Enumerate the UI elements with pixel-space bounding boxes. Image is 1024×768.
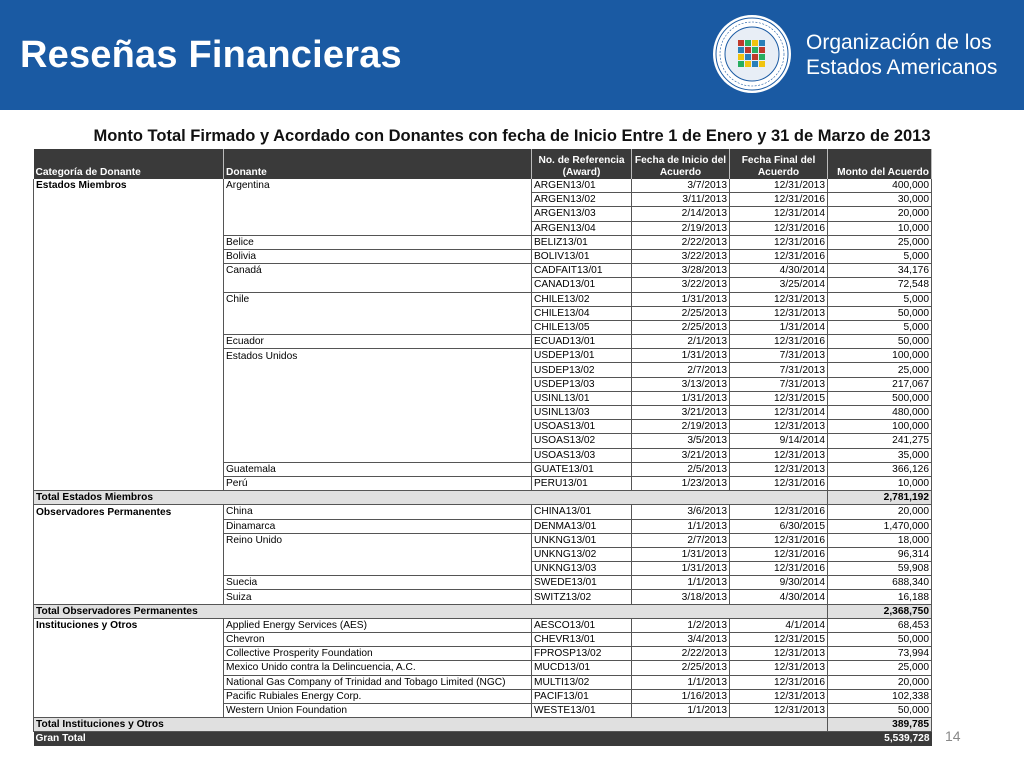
reference-cell: USINL13/03 <box>532 406 632 420</box>
end-date-cell: 12/31/2016 <box>730 335 828 349</box>
end-date-cell: 7/31/2013 <box>730 363 828 377</box>
table-row <box>34 462 932 476</box>
amount-cell: 73,994 <box>828 647 932 661</box>
donor-cell <box>224 320 532 334</box>
table-row <box>34 207 932 221</box>
table-row <box>34 689 932 703</box>
donor-cell: Pacific Rubiales Energy Corp. <box>224 689 532 703</box>
start-date-cell: 1/1/2013 <box>632 519 730 533</box>
category-cell: Estados Miembros <box>34 179 224 193</box>
reference-cell: DENMA13/01 <box>532 519 632 533</box>
reference-cell: AESCO13/01 <box>532 618 632 632</box>
donor-cell: Western Union Foundation <box>224 703 532 717</box>
amount-cell: 1,470,000 <box>828 519 932 533</box>
donor-cell <box>224 306 532 320</box>
amount-cell: 5,000 <box>828 249 932 263</box>
reference-cell: ARGEN13/01 <box>532 179 632 193</box>
end-date-cell: 12/31/2013 <box>730 661 828 675</box>
donor-cell: Argentina <box>224 179 532 193</box>
category-cell <box>34 391 224 405</box>
category-cell <box>34 547 224 561</box>
start-date-cell: 3/6/2013 <box>632 505 730 519</box>
table-row <box>34 533 932 547</box>
start-date-cell: 2/19/2013 <box>632 221 730 235</box>
end-date-cell: 12/31/2016 <box>730 476 828 490</box>
end-date-cell: 7/31/2013 <box>730 377 828 391</box>
table-row <box>34 519 932 533</box>
table-row <box>34 349 932 363</box>
amount-cell: 480,000 <box>828 406 932 420</box>
grand-total-label: Gran Total <box>34 732 828 746</box>
amount-cell: 217,067 <box>828 377 932 391</box>
start-date-cell: 3/22/2013 <box>632 278 730 292</box>
reference-cell: MUCD13/01 <box>532 661 632 675</box>
category-cell <box>34 193 224 207</box>
donor-cell <box>224 420 532 434</box>
category-cell <box>34 647 224 661</box>
table-row <box>34 335 932 349</box>
amount-cell: 50,000 <box>828 306 932 320</box>
start-date-cell: 2/1/2013 <box>632 335 730 349</box>
table-row <box>34 278 932 292</box>
start-date-cell: 3/13/2013 <box>632 377 730 391</box>
category-cell <box>34 249 224 263</box>
category-cell <box>34 264 224 278</box>
table-row <box>34 320 932 334</box>
header-banner <box>0 0 1024 110</box>
org-name <box>806 30 997 80</box>
category-cell <box>34 207 224 221</box>
table-row <box>34 633 932 647</box>
reference-cell: BOLIV13/01 <box>532 249 632 263</box>
amount-cell: 16,188 <box>828 590 932 604</box>
amount-cell: 59,908 <box>828 562 932 576</box>
table-row <box>34 193 932 207</box>
end-date-cell: 6/30/2015 <box>730 519 828 533</box>
category-cell <box>34 434 224 448</box>
start-date-cell: 1/1/2013 <box>632 576 730 590</box>
end-date-cell: 12/31/2016 <box>730 562 828 576</box>
table-row <box>34 363 932 377</box>
table-row <box>34 675 932 689</box>
start-date-cell: 3/21/2013 <box>632 448 730 462</box>
amount-cell: 50,000 <box>828 703 932 717</box>
start-date-cell: 3/28/2013 <box>632 264 730 278</box>
oas-seal-icon <box>712 14 792 94</box>
reference-cell: ECUAD13/01 <box>532 335 632 349</box>
start-date-cell: 2/25/2013 <box>632 306 730 320</box>
category-cell <box>34 576 224 590</box>
reference-cell: BELIZ13/01 <box>532 235 632 249</box>
start-date-cell: 3/11/2013 <box>632 193 730 207</box>
subtotal-value: 2,368,750 <box>828 604 932 618</box>
subtotal-label: Total Instituciones y Otros <box>34 718 828 732</box>
table-row <box>34 661 932 675</box>
col-header-reference: No. de Referencia (Award) <box>532 149 632 179</box>
category-cell <box>34 448 224 462</box>
end-date-cell: 12/31/2015 <box>730 391 828 405</box>
table-row <box>34 590 932 604</box>
table-row <box>34 562 932 576</box>
start-date-cell: 3/4/2013 <box>632 633 730 647</box>
start-date-cell: 2/25/2013 <box>632 320 730 334</box>
start-date-cell: 2/7/2013 <box>632 533 730 547</box>
reference-cell: SWEDE13/01 <box>532 576 632 590</box>
end-date-cell: 4/30/2014 <box>730 264 828 278</box>
reference-cell: GUATE13/01 <box>532 462 632 476</box>
category-cell <box>34 590 224 604</box>
amount-cell: 72,548 <box>828 278 932 292</box>
reference-cell: USDEP13/01 <box>532 349 632 363</box>
end-date-cell: 12/31/2013 <box>730 448 828 462</box>
start-date-cell: 3/5/2013 <box>632 434 730 448</box>
start-date-cell: 1/2/2013 <box>632 618 730 632</box>
end-date-cell: 12/31/2016 <box>730 249 828 263</box>
end-date-cell: 12/31/2016 <box>730 505 828 519</box>
table-header-row <box>34 149 932 179</box>
amount-cell: 400,000 <box>828 179 932 193</box>
table-row <box>34 647 932 661</box>
amount-cell: 100,000 <box>828 420 932 434</box>
reference-cell: WESTE13/01 <box>532 703 632 717</box>
category-cell <box>34 661 224 675</box>
category-cell <box>34 633 224 647</box>
col-header-start-date: Fecha de Inicio del Acuerdo <box>632 149 730 179</box>
donor-cell: Chevron <box>224 633 532 647</box>
start-date-cell: 3/7/2013 <box>632 179 730 193</box>
reference-cell: USOAS13/02 <box>532 434 632 448</box>
end-date-cell: 12/31/2016 <box>730 675 828 689</box>
start-date-cell: 1/23/2013 <box>632 476 730 490</box>
amount-cell: 20,000 <box>828 505 932 519</box>
end-date-cell: 12/31/2013 <box>730 689 828 703</box>
end-date-cell: 12/31/2014 <box>730 406 828 420</box>
table-row <box>34 547 932 561</box>
amount-cell: 102,338 <box>828 689 932 703</box>
start-date-cell: 1/31/2013 <box>632 391 730 405</box>
category-cell <box>34 320 224 334</box>
end-date-cell: 9/30/2014 <box>730 576 828 590</box>
end-date-cell: 3/25/2014 <box>730 278 828 292</box>
reference-cell: USOAS13/01 <box>532 420 632 434</box>
grand-total-row <box>34 732 932 746</box>
donor-cell <box>224 406 532 420</box>
donor-table <box>33 149 932 746</box>
donor-cell <box>224 448 532 462</box>
start-date-cell: 2/22/2013 <box>632 647 730 661</box>
reference-cell: USOAS13/03 <box>532 448 632 462</box>
start-date-cell: 1/31/2013 <box>632 292 730 306</box>
category-cell <box>34 420 224 434</box>
amount-cell: 96,314 <box>828 547 932 561</box>
category-cell <box>34 292 224 306</box>
end-date-cell: 12/31/2016 <box>730 235 828 249</box>
end-date-cell: 12/31/2016 <box>730 547 828 561</box>
table-row <box>34 703 932 717</box>
category-cell <box>34 306 224 320</box>
subtotal-value: 2,781,192 <box>828 491 932 505</box>
amount-cell: 35,000 <box>828 448 932 462</box>
page-title: Reseñas Financieras <box>20 34 402 76</box>
reference-cell: USINL13/01 <box>532 391 632 405</box>
amount-cell: 25,000 <box>828 363 932 377</box>
donor-cell <box>224 193 532 207</box>
amount-cell: 25,000 <box>828 661 932 675</box>
subtotal-row <box>34 604 932 618</box>
start-date-cell: 2/14/2013 <box>632 207 730 221</box>
amount-cell: 500,000 <box>828 391 932 405</box>
donor-cell: Reino Unido <box>224 533 532 547</box>
amount-cell: 50,000 <box>828 633 932 647</box>
end-date-cell: 4/1/2014 <box>730 618 828 632</box>
table-row <box>34 476 932 490</box>
end-date-cell: 12/31/2013 <box>730 703 828 717</box>
category-cell <box>34 519 224 533</box>
donor-cell: Estados Unidos <box>224 349 532 363</box>
reference-cell: CANAD13/01 <box>532 278 632 292</box>
amount-cell: 10,000 <box>828 221 932 235</box>
amount-cell: 5,000 <box>828 320 932 334</box>
reference-cell: CHINA13/01 <box>532 505 632 519</box>
table-row <box>34 576 932 590</box>
category-cell <box>34 562 224 576</box>
col-header-end-date: Fecha Final del Acuerdo <box>730 149 828 179</box>
amount-cell: 34,176 <box>828 264 932 278</box>
donor-cell: Suecia <box>224 576 532 590</box>
donor-cell: Mexico Unido contra la Delincuencia, A.C. <box>224 661 532 675</box>
end-date-cell: 12/31/2013 <box>730 306 828 320</box>
amount-cell: 20,000 <box>828 207 932 221</box>
donor-cell <box>224 377 532 391</box>
category-cell <box>34 406 224 420</box>
subtotal-label: Total Observadores Permanentes <box>34 604 828 618</box>
amount-cell: 20,000 <box>828 675 932 689</box>
end-date-cell: 12/31/2013 <box>730 647 828 661</box>
table-row <box>34 618 932 632</box>
end-date-cell: 7/31/2013 <box>730 349 828 363</box>
end-date-cell: 12/31/2013 <box>730 292 828 306</box>
reference-cell: MULTI13/02 <box>532 675 632 689</box>
reference-cell: CHILE13/05 <box>532 320 632 334</box>
table-row <box>34 249 932 263</box>
amount-cell: 68,453 <box>828 618 932 632</box>
reference-cell: PERU13/01 <box>532 476 632 490</box>
donor-cell <box>224 434 532 448</box>
donor-cell <box>224 278 532 292</box>
end-date-cell: 12/31/2016 <box>730 193 828 207</box>
reference-cell: UNKNG13/03 <box>532 562 632 576</box>
category-cell: Instituciones y Otros <box>34 618 224 632</box>
org-name-line2: Estados Americanos <box>806 56 998 79</box>
reference-cell: ARGEN13/04 <box>532 221 632 235</box>
amount-cell: 366,126 <box>828 462 932 476</box>
reference-cell: UNKNG13/02 <box>532 547 632 561</box>
start-date-cell: 2/22/2013 <box>632 235 730 249</box>
amount-cell: 50,000 <box>828 335 932 349</box>
end-date-cell: 12/31/2013 <box>730 462 828 476</box>
col-header-amount: Monto del Acuerdo <box>828 149 932 179</box>
category-cell <box>34 462 224 476</box>
table-row <box>34 377 932 391</box>
end-date-cell: 12/31/2015 <box>730 633 828 647</box>
start-date-cell: 1/1/2013 <box>632 703 730 717</box>
category-cell <box>34 377 224 391</box>
table-row <box>34 420 932 434</box>
reference-cell: CADFAIT13/01 <box>532 264 632 278</box>
amount-cell: 241,275 <box>828 434 932 448</box>
start-date-cell: 2/5/2013 <box>632 462 730 476</box>
donor-cell: Ecuador <box>224 335 532 349</box>
table-row <box>34 264 932 278</box>
donor-cell: Perú <box>224 476 532 490</box>
end-date-cell: 1/31/2014 <box>730 320 828 334</box>
table-row <box>34 505 932 519</box>
amount-cell: 100,000 <box>828 349 932 363</box>
donor-cell: Collective Prosperity Foundation <box>224 647 532 661</box>
donor-cell: Guatemala <box>224 462 532 476</box>
start-date-cell: 1/1/2013 <box>632 675 730 689</box>
reference-cell: PACIF13/01 <box>532 689 632 703</box>
donor-cell: China <box>224 505 532 519</box>
table-row <box>34 434 932 448</box>
category-cell <box>34 476 224 490</box>
col-header-donor: Donante <box>224 149 532 179</box>
reference-cell: CHEVR13/01 <box>532 633 632 647</box>
donor-cell: Belice <box>224 235 532 249</box>
donor-cell: Bolivia <box>224 249 532 263</box>
reference-cell: CHILE13/04 <box>532 306 632 320</box>
start-date-cell: 1/16/2013 <box>632 689 730 703</box>
reference-cell: USDEP13/02 <box>532 363 632 377</box>
category-cell <box>34 675 224 689</box>
donor-cell <box>224 562 532 576</box>
amount-cell: 18,000 <box>828 533 932 547</box>
start-date-cell: 2/25/2013 <box>632 661 730 675</box>
col-header-category: Categoría de Donante <box>34 149 224 179</box>
amount-cell: 25,000 <box>828 235 932 249</box>
end-date-cell: 12/31/2016 <box>730 533 828 547</box>
category-cell <box>34 221 224 235</box>
category-cell <box>34 363 224 377</box>
table-row <box>34 292 932 306</box>
end-date-cell: 4/30/2014 <box>730 590 828 604</box>
category-cell <box>34 278 224 292</box>
start-date-cell: 1/31/2013 <box>632 547 730 561</box>
category-cell <box>34 689 224 703</box>
start-date-cell: 2/7/2013 <box>632 363 730 377</box>
donor-cell <box>224 363 532 377</box>
table-row <box>34 406 932 420</box>
reference-cell: ARGEN13/02 <box>532 193 632 207</box>
subtotal-value: 389,785 <box>828 718 932 732</box>
donor-cell: Suiza <box>224 590 532 604</box>
end-date-cell: 12/31/2013 <box>730 420 828 434</box>
amount-cell: 5,000 <box>828 292 932 306</box>
table-row <box>34 221 932 235</box>
table-row <box>34 179 932 193</box>
amount-cell: 688,340 <box>828 576 932 590</box>
donor-cell: National Gas Company of Trinidad and Tobago Limited (NGC) <box>224 675 532 689</box>
donor-cell <box>224 207 532 221</box>
start-date-cell: 2/19/2013 <box>632 420 730 434</box>
table-row <box>34 235 932 249</box>
category-cell: Observadores Permanentes <box>34 505 224 519</box>
start-date-cell: 1/31/2013 <box>632 349 730 363</box>
subtotal-row <box>34 718 932 732</box>
end-date-cell: 12/31/2016 <box>730 221 828 235</box>
org-name-line1: Organización de los <box>806 31 992 54</box>
reference-cell: FPROSP13/02 <box>532 647 632 661</box>
donor-cell: Chile <box>224 292 532 306</box>
donor-cell <box>224 391 532 405</box>
donor-cell <box>224 547 532 561</box>
table-subtitle: Monto Total Firmado y Acordado con Donantes con fecha de Inicio Entre 1 de Enero y 31 de Marzo de 2013 <box>93 127 931 145</box>
category-cell <box>34 335 224 349</box>
donor-cell: Dinamarca <box>224 519 532 533</box>
subtotal-label: Total Estados Miembros <box>34 491 828 505</box>
start-date-cell: 3/22/2013 <box>632 249 730 263</box>
table-row <box>34 391 932 405</box>
amount-cell: 30,000 <box>828 193 932 207</box>
reference-cell: UNKNG13/01 <box>532 533 632 547</box>
end-date-cell: 12/31/2014 <box>730 207 828 221</box>
reference-cell: ARGEN13/03 <box>532 207 632 221</box>
table-row <box>34 306 932 320</box>
donor-cell <box>224 221 532 235</box>
category-cell <box>34 703 224 717</box>
donor-cell: Canadá <box>224 264 532 278</box>
grand-total-value: 5,539,728 <box>828 732 932 746</box>
end-date-cell: 12/31/2013 <box>730 179 828 193</box>
category-cell <box>34 533 224 547</box>
donor-cell: Applied Energy Services (AES) <box>224 618 532 632</box>
category-cell <box>34 235 224 249</box>
start-date-cell: 3/21/2013 <box>632 406 730 420</box>
start-date-cell: 3/18/2013 <box>632 590 730 604</box>
table-row <box>34 448 932 462</box>
start-date-cell: 1/31/2013 <box>632 562 730 576</box>
end-date-cell: 9/14/2014 <box>730 434 828 448</box>
reference-cell: CHILE13/02 <box>532 292 632 306</box>
reference-cell: SWITZ13/02 <box>532 590 632 604</box>
subtotal-row <box>34 491 932 505</box>
amount-cell: 10,000 <box>828 476 932 490</box>
page-number: 14 <box>945 728 961 744</box>
category-cell <box>34 349 224 363</box>
reference-cell: USDEP13/03 <box>532 377 632 391</box>
